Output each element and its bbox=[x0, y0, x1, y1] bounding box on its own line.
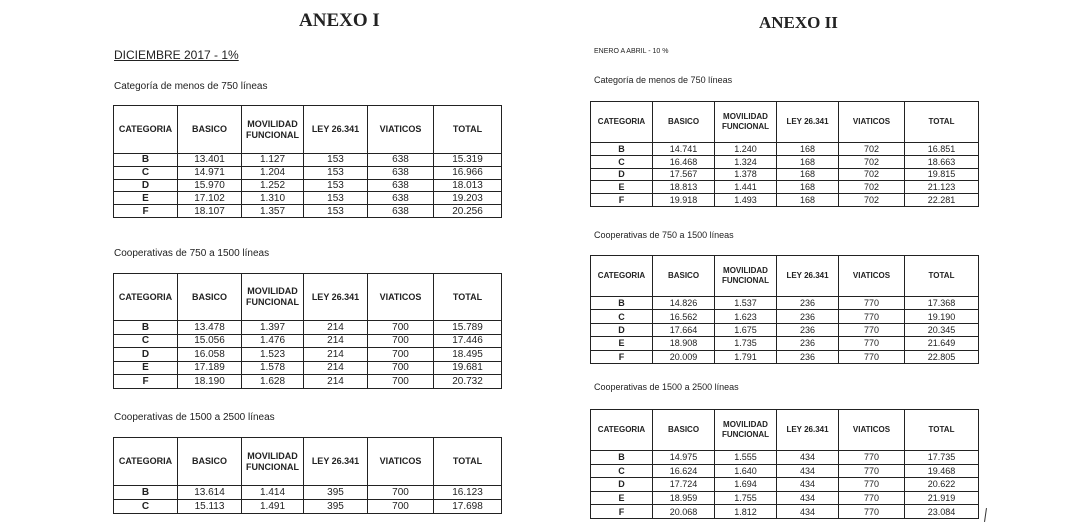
basico-cell: 14.971 bbox=[178, 166, 242, 179]
movilidad-cell: 1.523 bbox=[242, 348, 304, 362]
categoria-cell: F bbox=[591, 505, 653, 519]
ley-cell: 168 bbox=[777, 155, 839, 168]
table-row bbox=[591, 505, 979, 519]
basico-cell: 14.975 bbox=[653, 451, 715, 465]
total-cell: 18.663 bbox=[905, 155, 979, 168]
annex-2-section-3-title: Cooperativas de 1500 a 2500 líneas bbox=[594, 382, 739, 392]
basico-header: BASICO bbox=[653, 102, 715, 143]
total-cell: 15.789 bbox=[434, 321, 502, 335]
viaticos-cell: 770 bbox=[839, 310, 905, 323]
total-cell: 21.123 bbox=[905, 181, 979, 194]
ley-cell: 153 bbox=[304, 192, 368, 205]
categoria-cell: B bbox=[114, 154, 178, 167]
basico-cell: 18.813 bbox=[653, 181, 715, 194]
annex-2-section-2-title: Cooperativas de 750 a 1500 líneas bbox=[594, 230, 734, 240]
total-cell: 18.013 bbox=[434, 179, 502, 192]
table-row bbox=[114, 179, 502, 192]
movilidad-cell: 1.537 bbox=[715, 297, 777, 310]
total-cell: 20.256 bbox=[434, 205, 502, 218]
basico-header: BASICO bbox=[178, 274, 242, 321]
table-row bbox=[591, 168, 979, 181]
total-cell: 17.698 bbox=[434, 500, 502, 514]
basico-cell: 16.058 bbox=[178, 348, 242, 362]
table-row bbox=[591, 155, 979, 168]
ley-header: LEY 26.341 bbox=[777, 102, 839, 143]
categoria-header: CATEGORIA bbox=[114, 274, 178, 321]
total-header: TOTAL bbox=[905, 102, 979, 143]
viaticos-cell: 770 bbox=[839, 464, 905, 478]
annex-1-period: DICIEMBRE 2017 - 1% bbox=[114, 48, 239, 62]
total-cell: 21.649 bbox=[905, 337, 979, 350]
categoria-header: CATEGORIA bbox=[114, 106, 178, 154]
categoria-cell: F bbox=[591, 194, 653, 207]
movilidad-cell: 1.127 bbox=[242, 154, 304, 167]
categoria-header: CATEGORIA bbox=[591, 410, 653, 451]
movilidad-header: MOVILIDAD FUNCIONAL bbox=[715, 102, 777, 143]
ley-cell: 214 bbox=[304, 375, 368, 389]
table-row bbox=[114, 486, 502, 500]
viaticos-cell: 700 bbox=[368, 361, 434, 375]
total-cell: 17.446 bbox=[434, 334, 502, 348]
table-header-row bbox=[591, 410, 979, 451]
movilidad-cell: 1.414 bbox=[242, 486, 304, 500]
total-cell: 22.281 bbox=[905, 194, 979, 207]
total-header: TOTAL bbox=[905, 256, 979, 297]
table-row bbox=[591, 143, 979, 156]
basico-header: BASICO bbox=[178, 106, 242, 154]
categoria-cell: F bbox=[114, 205, 178, 218]
total-cell: 20.345 bbox=[905, 323, 979, 336]
viaticos-header: VIATICOS bbox=[839, 256, 905, 297]
ley-header: LEY 26.341 bbox=[777, 410, 839, 451]
total-cell: 16.851 bbox=[905, 143, 979, 156]
categoria-cell: E bbox=[114, 361, 178, 375]
movilidad-cell: 1.628 bbox=[242, 375, 304, 389]
viaticos-cell: 770 bbox=[839, 451, 905, 465]
viaticos-header: VIATICOS bbox=[839, 102, 905, 143]
categoria-header: CATEGORIA bbox=[591, 256, 653, 297]
movilidad-cell: 1.357 bbox=[242, 205, 304, 218]
basico-cell: 18.107 bbox=[178, 205, 242, 218]
table-row bbox=[114, 205, 502, 218]
viaticos-cell: 702 bbox=[839, 143, 905, 156]
ley-header: LEY 26.341 bbox=[304, 438, 368, 486]
movilidad-cell: 1.578 bbox=[242, 361, 304, 375]
movilidad-header: MOVILIDAD FUNCIONAL bbox=[715, 410, 777, 451]
movilidad-cell: 1.240 bbox=[715, 143, 777, 156]
ley-cell: 236 bbox=[777, 297, 839, 310]
table-header-row bbox=[114, 274, 502, 321]
categoria-cell: E bbox=[591, 181, 653, 194]
table-row bbox=[591, 491, 979, 505]
basico-cell: 15.113 bbox=[178, 500, 242, 514]
table-row bbox=[591, 310, 979, 323]
ley-cell: 236 bbox=[777, 310, 839, 323]
viaticos-cell: 700 bbox=[368, 348, 434, 362]
annex-1-table-3 bbox=[113, 437, 502, 514]
ley-cell: 214 bbox=[304, 321, 368, 335]
ley-cell: 236 bbox=[777, 350, 839, 363]
ley-cell: 153 bbox=[304, 166, 368, 179]
basico-header: BASICO bbox=[653, 410, 715, 451]
viaticos-cell: 770 bbox=[839, 491, 905, 505]
table-header-row bbox=[114, 106, 502, 154]
table-row bbox=[114, 500, 502, 514]
categoria-cell: F bbox=[591, 350, 653, 363]
total-cell: 23.084 bbox=[905, 505, 979, 519]
viaticos-header: VIATICOS bbox=[368, 274, 434, 321]
ley-cell: 153 bbox=[304, 154, 368, 167]
total-cell: 19.190 bbox=[905, 310, 979, 323]
table-row bbox=[591, 194, 979, 207]
basico-cell: 17.189 bbox=[178, 361, 242, 375]
ley-header: LEY 26.341 bbox=[304, 106, 368, 154]
basico-cell: 20.068 bbox=[653, 505, 715, 519]
movilidad-cell: 1.812 bbox=[715, 505, 777, 519]
categoria-cell: B bbox=[114, 321, 178, 335]
basico-cell: 13.401 bbox=[178, 154, 242, 167]
basico-cell: 17.102 bbox=[178, 192, 242, 205]
table-row bbox=[114, 192, 502, 205]
table-row bbox=[591, 323, 979, 336]
annex-1-section-1-title: Categoría de menos de 750 líneas bbox=[114, 81, 268, 92]
table-row bbox=[591, 451, 979, 465]
categoria-header: CATEGORIA bbox=[114, 438, 178, 486]
total-cell: 16.123 bbox=[434, 486, 502, 500]
viaticos-cell: 700 bbox=[368, 486, 434, 500]
movilidad-cell: 1.791 bbox=[715, 350, 777, 363]
movilidad-cell: 1.310 bbox=[242, 192, 304, 205]
categoria-cell: D bbox=[591, 323, 653, 336]
basico-cell: 16.468 bbox=[653, 155, 715, 168]
table-header-row bbox=[591, 256, 979, 297]
total-cell: 19.681 bbox=[434, 361, 502, 375]
ley-cell: 434 bbox=[777, 478, 839, 492]
categoria-header: CATEGORIA bbox=[591, 102, 653, 143]
table-row bbox=[114, 348, 502, 362]
movilidad-cell: 1.252 bbox=[242, 179, 304, 192]
viaticos-cell: 700 bbox=[368, 334, 434, 348]
table-row bbox=[591, 350, 979, 363]
ley-cell: 434 bbox=[777, 464, 839, 478]
viaticos-cell: 700 bbox=[368, 375, 434, 389]
categoria-cell: B bbox=[114, 486, 178, 500]
movilidad-cell: 1.755 bbox=[715, 491, 777, 505]
basico-cell: 13.614 bbox=[178, 486, 242, 500]
ley-cell: 434 bbox=[777, 491, 839, 505]
viaticos-header: VIATICOS bbox=[839, 410, 905, 451]
movilidad-cell: 1.735 bbox=[715, 337, 777, 350]
viaticos-cell: 770 bbox=[839, 297, 905, 310]
basico-cell: 19.918 bbox=[653, 194, 715, 207]
viaticos-cell: 770 bbox=[839, 505, 905, 519]
movilidad-header: MOVILIDAD FUNCIONAL bbox=[242, 274, 304, 321]
viaticos-cell: 770 bbox=[839, 337, 905, 350]
ley-header: LEY 26.341 bbox=[304, 274, 368, 321]
total-header: TOTAL bbox=[434, 438, 502, 486]
table-row bbox=[114, 375, 502, 389]
total-cell: 15.319 bbox=[434, 154, 502, 167]
total-cell: 17.735 bbox=[905, 451, 979, 465]
categoria-cell: C bbox=[114, 166, 178, 179]
ley-cell: 214 bbox=[304, 348, 368, 362]
annex-2-period: ENERO A ABRIL - 10 % bbox=[594, 48, 669, 55]
viaticos-cell: 638 bbox=[368, 166, 434, 179]
basico-cell: 17.567 bbox=[653, 168, 715, 181]
total-cell: 21.919 bbox=[905, 491, 979, 505]
categoria-cell: C bbox=[591, 464, 653, 478]
viaticos-cell: 702 bbox=[839, 168, 905, 181]
table-row bbox=[114, 334, 502, 348]
viaticos-cell: 702 bbox=[839, 181, 905, 194]
movilidad-header: MOVILIDAD FUNCIONAL bbox=[242, 106, 304, 154]
total-cell: 19.203 bbox=[434, 192, 502, 205]
table-row bbox=[114, 321, 502, 335]
viaticos-cell: 702 bbox=[839, 155, 905, 168]
basico-header: BASICO bbox=[178, 438, 242, 486]
movilidad-cell: 1.204 bbox=[242, 166, 304, 179]
movilidad-cell: 1.675 bbox=[715, 323, 777, 336]
ley-cell: 214 bbox=[304, 334, 368, 348]
categoria-cell: E bbox=[114, 192, 178, 205]
table-header-row bbox=[114, 438, 502, 486]
ley-cell: 395 bbox=[304, 486, 368, 500]
viaticos-header: VIATICOS bbox=[368, 438, 434, 486]
movilidad-cell: 1.476 bbox=[242, 334, 304, 348]
annex-2-table-2 bbox=[590, 255, 979, 364]
categoria-cell: B bbox=[591, 451, 653, 465]
total-cell: 19.468 bbox=[905, 464, 979, 478]
ley-cell: 168 bbox=[777, 143, 839, 156]
annex-1-table-2 bbox=[113, 273, 502, 389]
ley-cell: 214 bbox=[304, 361, 368, 375]
movilidad-cell: 1.493 bbox=[715, 194, 777, 207]
viaticos-cell: 700 bbox=[368, 500, 434, 514]
ley-cell: 168 bbox=[777, 194, 839, 207]
basico-header: BASICO bbox=[653, 256, 715, 297]
annex-1-title: ANEXO I bbox=[299, 10, 380, 31]
annex-2-table-1 bbox=[590, 101, 979, 207]
table-row bbox=[114, 166, 502, 179]
categoria-cell: C bbox=[114, 334, 178, 348]
movilidad-cell: 1.555 bbox=[715, 451, 777, 465]
movilidad-cell: 1.694 bbox=[715, 478, 777, 492]
movilidad-header: MOVILIDAD FUNCIONAL bbox=[715, 256, 777, 297]
ley-cell: 236 bbox=[777, 337, 839, 350]
categoria-cell: B bbox=[591, 297, 653, 310]
viaticos-cell: 702 bbox=[839, 194, 905, 207]
basico-cell: 14.741 bbox=[653, 143, 715, 156]
categoria-cell: E bbox=[591, 337, 653, 350]
categoria-cell: E bbox=[591, 491, 653, 505]
ley-cell: 395 bbox=[304, 500, 368, 514]
viaticos-header: VIATICOS bbox=[368, 106, 434, 154]
basico-cell: 16.624 bbox=[653, 464, 715, 478]
total-cell: 20.622 bbox=[905, 478, 979, 492]
basico-cell: 20.009 bbox=[653, 350, 715, 363]
total-header: TOTAL bbox=[434, 274, 502, 321]
annex-1-table-1 bbox=[113, 105, 502, 218]
ley-cell: 434 bbox=[777, 505, 839, 519]
basico-cell: 15.970 bbox=[178, 179, 242, 192]
basico-cell: 18.190 bbox=[178, 375, 242, 389]
categoria-cell: F bbox=[114, 375, 178, 389]
categoria-cell: D bbox=[591, 478, 653, 492]
movilidad-cell: 1.640 bbox=[715, 464, 777, 478]
viaticos-cell: 770 bbox=[839, 350, 905, 363]
basico-cell: 15.056 bbox=[178, 334, 242, 348]
total-cell: 16.966 bbox=[434, 166, 502, 179]
total-cell: 22.805 bbox=[905, 350, 979, 363]
annex-2-section-1-title: Categoría de menos de 750 líneas bbox=[594, 75, 733, 85]
viaticos-cell: 638 bbox=[368, 192, 434, 205]
ley-cell: 153 bbox=[304, 179, 368, 192]
total-cell: 19.815 bbox=[905, 168, 979, 181]
movilidad-cell: 1.623 bbox=[715, 310, 777, 323]
basico-cell: 16.562 bbox=[653, 310, 715, 323]
categoria-cell: D bbox=[591, 168, 653, 181]
annex-1-section-2-title: Cooperativas de 750 a 1500 líneas bbox=[114, 248, 270, 259]
movilidad-cell: 1.378 bbox=[715, 168, 777, 181]
movilidad-cell: 1.397 bbox=[242, 321, 304, 335]
categoria-cell: D bbox=[114, 348, 178, 362]
viaticos-cell: 638 bbox=[368, 154, 434, 167]
basico-cell: 17.724 bbox=[653, 478, 715, 492]
total-cell: 20.732 bbox=[434, 375, 502, 389]
table-row bbox=[114, 361, 502, 375]
viaticos-cell: 700 bbox=[368, 321, 434, 335]
annex-2-table-3 bbox=[590, 409, 979, 519]
table-row bbox=[591, 297, 979, 310]
categoria-cell: B bbox=[591, 143, 653, 156]
total-header: TOTAL bbox=[434, 106, 502, 154]
viaticos-cell: 770 bbox=[839, 323, 905, 336]
categoria-cell: C bbox=[591, 310, 653, 323]
ley-cell: 168 bbox=[777, 181, 839, 194]
ley-cell: 153 bbox=[304, 205, 368, 218]
basico-cell: 17.664 bbox=[653, 323, 715, 336]
categoria-cell: D bbox=[114, 179, 178, 192]
viaticos-cell: 770 bbox=[839, 478, 905, 492]
basico-cell: 18.959 bbox=[653, 491, 715, 505]
annex-1-section-3-title: Cooperativas de 1500 a 2500 líneas bbox=[114, 412, 275, 423]
categoria-cell: C bbox=[114, 500, 178, 514]
table-row bbox=[591, 181, 979, 194]
total-cell: 18.495 bbox=[434, 348, 502, 362]
movilidad-cell: 1.324 bbox=[715, 155, 777, 168]
ley-cell: 168 bbox=[777, 168, 839, 181]
table-header-row bbox=[591, 102, 979, 143]
annex-2-page bbox=[560, 0, 1080, 522]
total-cell: 17.368 bbox=[905, 297, 979, 310]
movilidad-header: MOVILIDAD FUNCIONAL bbox=[242, 438, 304, 486]
table-row bbox=[591, 464, 979, 478]
total-header: TOTAL bbox=[905, 410, 979, 451]
movilidad-cell: 1.491 bbox=[242, 500, 304, 514]
annex-2-title: ANEXO II bbox=[759, 13, 838, 32]
viaticos-cell: 638 bbox=[368, 179, 434, 192]
ley-header: LEY 26.341 bbox=[777, 256, 839, 297]
categoria-cell: C bbox=[591, 155, 653, 168]
table-row bbox=[114, 154, 502, 167]
basico-cell: 18.908 bbox=[653, 337, 715, 350]
table-row bbox=[591, 337, 979, 350]
movilidad-cell: 1.441 bbox=[715, 181, 777, 194]
ley-cell: 434 bbox=[777, 451, 839, 465]
ley-cell: 236 bbox=[777, 323, 839, 336]
table-row bbox=[591, 478, 979, 492]
basico-cell: 13.478 bbox=[178, 321, 242, 335]
viaticos-cell: 638 bbox=[368, 205, 434, 218]
basico-cell: 14.826 bbox=[653, 297, 715, 310]
